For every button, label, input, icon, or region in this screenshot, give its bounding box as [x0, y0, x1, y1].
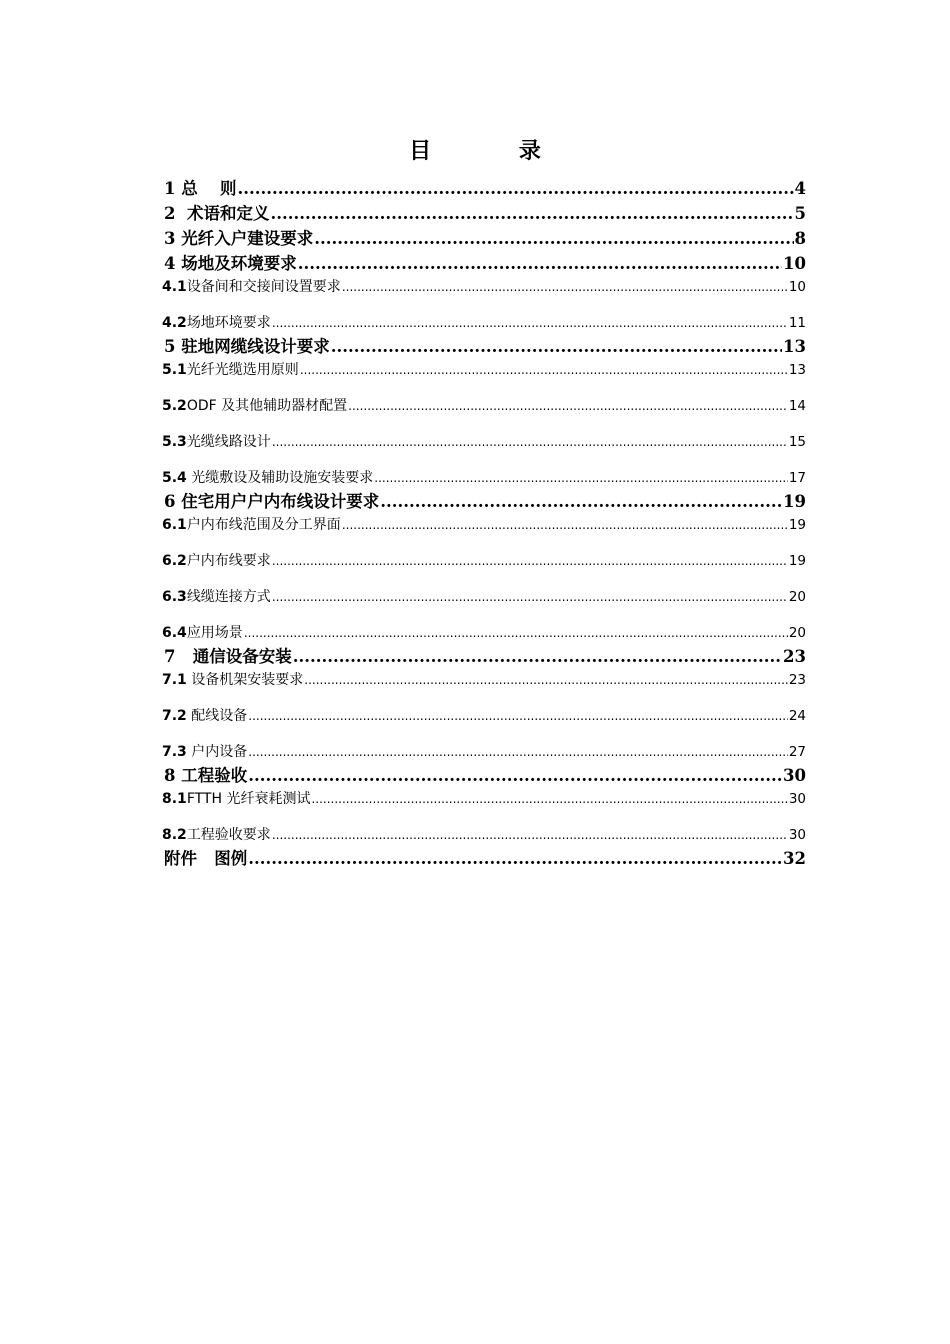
toc-entry-text: 术语和定义: [181, 204, 270, 223]
toc-entry-number: 附件: [164, 849, 197, 868]
toc-entry-label: [162, 586, 271, 608]
toc-page-number: 30: [788, 791, 806, 807]
toc-page-number: 10: [788, 279, 806, 295]
toc-page-number: 13: [783, 337, 806, 356]
toc-entry-number: 5: [164, 337, 176, 356]
toc-entry-text: 户内布线要求: [186, 553, 271, 569]
toc-entry-number: 7: [164, 647, 176, 666]
toc-page-number: 11: [788, 315, 806, 331]
toc-section-entry[interactable]: [162, 395, 806, 431]
toc-entry-number: 8: [164, 766, 176, 785]
toc-entry-label: [162, 251, 297, 276]
toc-entry-label: [162, 276, 341, 298]
toc-entry-text: ODF 及其他辅助器材配置: [186, 398, 348, 414]
toc-entry-number: 7.3: [162, 744, 187, 760]
toc-page-number: 27: [788, 744, 806, 760]
toc-entry-number: 6: [164, 492, 176, 511]
toc-section-entry[interactable]: [162, 705, 806, 741]
toc-page-number: 17: [788, 470, 806, 486]
toc-entry-number: 5.1: [162, 362, 187, 378]
toc-entry-text: 工程验收要求: [186, 827, 271, 843]
toc-entry-text: 设备机架安装要求: [186, 672, 304, 688]
toc-entry-text: 光缆敷设及辅助设施安装要求: [186, 470, 374, 486]
toc-entry-text: FTTH 光纤衰耗测试: [186, 791, 311, 807]
toc-entry-label: [162, 514, 341, 536]
toc-dot-leader: [314, 226, 793, 251]
toc-section-entry[interactable]: [162, 467, 806, 489]
toc-page-number: 30: [788, 827, 806, 843]
toc-dot-leader: [348, 395, 788, 417]
toc-dot-leader: [374, 467, 788, 489]
toc-page-number: 23: [783, 647, 806, 666]
toc-entry-label: [162, 176, 236, 201]
toc-dot-leader: [248, 846, 782, 871]
toc-dot-leader: [331, 334, 782, 359]
toc-entry-number: 1: [164, 179, 176, 198]
toc-page-number: 10: [783, 254, 806, 273]
toc-page-number: 19: [788, 517, 806, 533]
toc-entry-text: 图例: [202, 849, 248, 868]
toc-entry-text: 配线设备: [186, 708, 248, 724]
toc-entry-text: 户内设备: [186, 744, 248, 760]
toc-page-number: 24: [788, 708, 806, 724]
toc-entry-number: 7.2: [162, 708, 187, 724]
toc-chapter-entry[interactable]: [162, 489, 806, 514]
toc-entry-text: 驻地网缆线设计要求: [181, 337, 330, 356]
toc-page-number: 19: [783, 492, 806, 511]
toc-entry-label: [162, 763, 247, 788]
toc-dot-leader: [248, 705, 788, 727]
toc-entry-number: 3: [164, 229, 176, 248]
toc-entry-text: 住宅用户户内布线设计要求: [181, 492, 380, 511]
toc-entry-number: 6.2: [162, 553, 187, 569]
toc-dot-leader: [380, 489, 782, 514]
toc-section-entry[interactable]: [162, 359, 806, 395]
toc-page-number: 5: [794, 204, 806, 223]
toc-entry-text: 户内布线范围及分工界面: [186, 517, 341, 533]
toc-entry-number: 4.1: [162, 279, 187, 295]
toc-title: 目 录: [409, 138, 581, 164]
toc-page-number: 8: [794, 229, 806, 248]
toc-section-entry[interactable]: [162, 741, 806, 763]
toc-section-entry[interactable]: [162, 312, 806, 334]
toc-chapter-entry[interactable]: [162, 201, 806, 226]
toc-entry-number: 2: [164, 204, 176, 223]
toc-section-entry[interactable]: [162, 788, 806, 824]
toc-entry-number: 4: [164, 254, 176, 273]
toc-dot-leader: [311, 788, 787, 810]
toc-entry-number: 8.1: [162, 791, 187, 807]
toc-entry-text: 光缆线路设计: [186, 434, 271, 450]
toc-page-number: 20: [788, 589, 806, 605]
toc-page-number: 30: [783, 766, 806, 785]
toc-dot-leader: [237, 176, 793, 201]
toc-dot-leader: [300, 359, 788, 381]
toc-dot-leader: [270, 201, 793, 226]
toc-chapter-entry[interactable]: [162, 644, 806, 669]
toc-chapter-entry[interactable]: [162, 226, 806, 251]
toc-entry-label: [162, 622, 243, 644]
toc-entry-label: [162, 201, 269, 226]
toc-entry-label: [162, 824, 271, 846]
toc-dot-leader: [342, 276, 788, 298]
toc-chapter-entry[interactable]: [162, 176, 806, 201]
toc-dot-leader: [293, 644, 782, 669]
toc-entry-text: 线缆连接方式: [186, 589, 271, 605]
toc-entry-label: [162, 359, 299, 381]
toc-entry-label: [162, 334, 330, 359]
toc-chapter-entry[interactable]: [162, 251, 806, 276]
toc-page-number: 13: [788, 362, 806, 378]
toc-entry-label: [162, 644, 292, 669]
toc-section-entry[interactable]: [162, 431, 806, 467]
toc-entry-label: [162, 788, 310, 810]
toc-dot-leader: [272, 431, 788, 453]
toc-entry-text: 场地及环境要求: [181, 254, 297, 273]
toc-chapter-entry[interactable]: [162, 846, 806, 871]
toc-dot-leader: [244, 622, 788, 644]
toc-entry-text: 应用场景: [186, 625, 243, 641]
toc-entry-number: 5.2: [162, 398, 187, 414]
toc-entry-label: [162, 741, 247, 763]
toc-entry-label: [162, 431, 271, 453]
toc-dot-leader: [272, 550, 788, 572]
toc-page-number: 23: [788, 672, 806, 688]
toc-section-entry[interactable]: [162, 824, 806, 846]
toc-dot-leader: [272, 312, 788, 334]
toc-entry-text: 总 则: [181, 179, 237, 198]
toc-entry-text: 工程验收: [181, 766, 248, 785]
toc-entry-label: [162, 312, 271, 334]
toc-entry-text: 通信设备安装: [181, 647, 292, 666]
toc-entry-label: [162, 705, 247, 727]
toc-page-number: 14: [788, 398, 806, 414]
toc-dot-leader: [248, 741, 788, 763]
toc-page-number: 15: [788, 434, 806, 450]
toc-entry-label: [162, 467, 373, 489]
toc-dot-leader: [298, 251, 782, 276]
toc-entry-label: [162, 226, 313, 251]
toc-chapter-entry[interactable]: [162, 334, 806, 359]
toc-page-number: 4: [794, 179, 806, 198]
toc-entry-label: [162, 489, 379, 514]
toc-entry-number: 5.3: [162, 434, 187, 450]
toc-entry-text: 设备间和交接间设置要求: [186, 279, 341, 295]
toc-entry-number: 8.2: [162, 827, 187, 843]
toc-entry-number: 6.3: [162, 589, 187, 605]
toc-entry-number: 6.4: [162, 625, 187, 641]
toc-section-entry[interactable]: [162, 514, 806, 550]
toc-entry-label: [162, 846, 247, 871]
toc-page-number: 32: [783, 849, 806, 868]
toc-section-entry[interactable]: [162, 550, 806, 586]
toc-dot-leader: [304, 669, 788, 691]
toc-chapter-entry[interactable]: [162, 763, 806, 788]
toc-dot-leader: [272, 824, 788, 846]
toc-dot-leader: [342, 514, 788, 536]
toc-section-entry[interactable]: [162, 669, 806, 705]
toc-section-entry[interactable]: [162, 586, 806, 622]
toc-entry-label: [162, 395, 347, 417]
toc-entry-number: 5.4: [162, 470, 187, 486]
toc-entry-number: 7.1: [162, 672, 187, 688]
toc-dot-leader: [272, 586, 788, 608]
toc-page-number: 19: [788, 553, 806, 569]
toc-entry-label: [162, 550, 271, 572]
toc-entry-label: [162, 669, 303, 691]
toc-page-number: 20: [788, 625, 806, 641]
toc-dot-leader: [248, 763, 782, 788]
toc-entry-text: 光纤入户建设要求: [181, 229, 314, 248]
toc-entry-number: 6.1: [162, 517, 187, 533]
toc-entry-text: 场地环境要求: [186, 315, 271, 331]
toc-section-entry[interactable]: [162, 276, 806, 312]
toc-section-entry[interactable]: [162, 622, 806, 644]
table-of-contents: [162, 176, 806, 871]
toc-entry-number: 4.2: [162, 315, 187, 331]
toc-entry-text: 光纤光缆选用原则: [186, 362, 299, 378]
